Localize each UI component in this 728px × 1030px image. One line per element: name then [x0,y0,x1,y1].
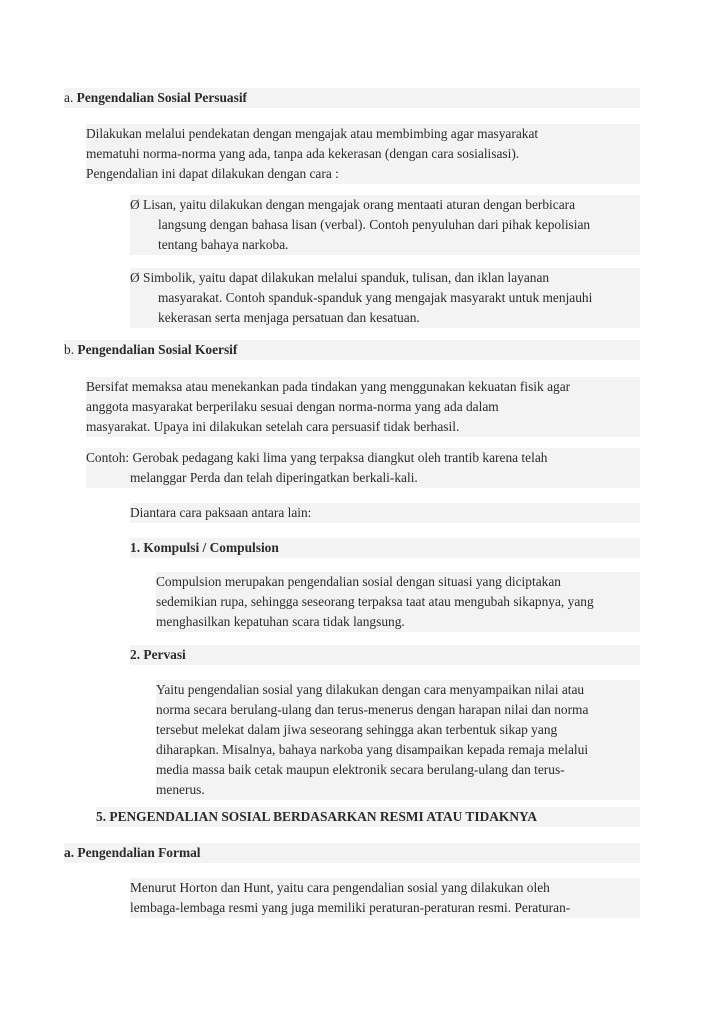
paragraph-line: melanggar Perda dan telah diperingatkan berkali-kali. [130,470,418,485]
bullet-line: Ø Simbolik, yaitu dapat dilakukan melalui spanduk, tulisan, dan iklan layanan [130,270,550,285]
formal-description [130,878,640,918]
paragraph-line: menghasilkan kepatuhan scara tidak langsung. [156,614,405,629]
koersif-description [86,377,640,437]
paragraph-line: Bersifat memaksa atau menekankan pada tindakan yang menggunakan kekuatan fisik agar [86,379,571,394]
heading-koersif-label: b. [64,342,78,357]
bullet-line: tentang bahaya narkoba. [158,237,289,252]
paragraph-line: Yaitu pengendalian sosial yang dilakukan dengan cara menyampaikan nilai atau [156,682,585,697]
paragraph-line: sedemikian rupa, sehingga seseorang terpaksa taat atau mengubah sikapnya, yang [156,594,594,609]
heading-persuasif-label: a. [64,90,77,105]
heading-pervasi [130,645,640,665]
heading-persuasif-title: Pengendalian Sosial Persuasif [76,90,248,105]
paragraph-line: tersebut melekat dalam jiwa seseorang sehingga akan terbentuk sikap yang [156,722,558,737]
heading-kompulsi [130,538,640,558]
bullet-lisan [130,195,640,255]
heading-koersif-title: Pengendalian Sosial Koersif [77,342,238,357]
paksaan-intro [130,503,640,523]
kompulsi-description [156,572,640,632]
paragraph-line: norma secara berulang-ulang dan terus-menerus dengan harapan nilai dan norma [156,702,589,717]
heading-kompulsi-text: 1. Kompulsi / Compulsion [130,540,279,555]
bullet-line: kekerasan serta menjaga persatuan dan kesatuan. [158,310,420,325]
heading-persuasif [64,88,640,108]
heading-koersif [64,340,640,360]
paragraph-line: masyarakat. Upaya ini dilakukan setelah cara persuasif tidak berhasil. [86,419,460,434]
paragraph-line: media massa baik cetak maupun elektronik secara berulang-ulang dan terus- [156,762,565,777]
paragraph-line: anggota masyarakat berperilaku sesuai dengan norma-norma yang ada dalam [86,399,499,414]
pervasi-description [156,680,640,800]
bullet-line: Ø Lisan, yaitu dilakukan dengan mengajak orang mentaati aturan dengan berbicara [130,197,576,212]
paragraph-line: lembaga-lembaga resmi yang juga memiliki peraturan-peraturan resmi. Peraturan- [130,900,571,915]
paragraph-line: Compulsion merupakan pengendalian sosial dengan situasi yang diciptakan [156,574,561,589]
paragraph-line: Menurut Horton dan Hunt, yaitu cara pengendalian sosial yang dilakukan oleh [130,880,550,895]
paragraph-line: menerus. [156,782,205,797]
bullet-line: langsung dengan bahasa lisan (verbal). Contoh penyuluhan dari pihak kepolisian [158,217,591,232]
bullet-line: masyarakat. Contoh spanduk-spanduk yang mengajak masyarakt untuk menjauhi [158,290,593,305]
paragraph-line: Pengendalian ini dapat dilakukan dengan cara : [86,166,339,181]
heading-formal-text: a. Pengendalian Formal [64,845,201,860]
paragraph-line: Dilakukan melalui pendekatan dengan mengajak atau membimbing agar masyarakat [86,126,539,141]
heading-section-5 [96,807,640,827]
contoh-paragraph [86,448,640,488]
heading-formal [64,843,640,863]
paragraph-line: diharapkan. Misalnya, bahaya narkoba yang disampaikan kepada remaja melalui [156,742,589,757]
paksaan-intro-text: Diantara cara paksaan antara lain: [130,505,312,520]
heading-section-5-text: 5. PENGENDALIAN SOSIAL BERDASARKAN RESMI ATAU TIDAKNYA [96,809,538,824]
paragraph-line: Contoh: Gerobak pedagang kaki lima yang terpaksa diangkut oleh trantib karena telah [86,450,548,465]
heading-pervasi-text: 2. Pervasi [130,647,186,662]
persuasif-description [86,124,640,184]
paragraph-line: mematuhi norma-norma yang ada, tanpa ada kekerasan (dengan cara sosialisasi). [86,146,520,161]
bullet-simbolik [130,268,640,328]
